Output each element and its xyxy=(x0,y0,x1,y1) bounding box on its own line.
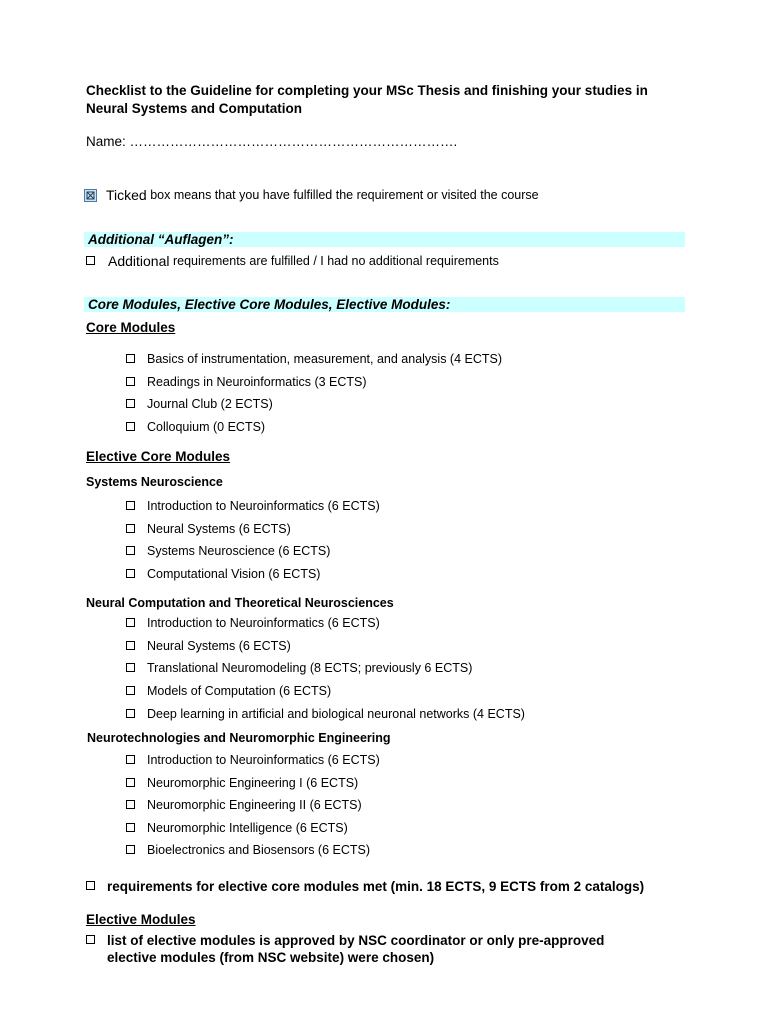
name-field[interactable]: Name: ………………………………………………………………. xyxy=(86,134,458,149)
elective-core-heading: Elective Core Modules xyxy=(86,449,231,464)
list-item[interactable]: Bioelectronics and Biosensors (6 ECTS) xyxy=(126,842,370,858)
list-item[interactable]: Colloquium (0 ECTS) xyxy=(126,419,265,435)
catalog-title: Neural Computation and Theoretical Neurosciences xyxy=(86,596,394,610)
checkbox[interactable] xyxy=(126,800,135,809)
checkbox[interactable] xyxy=(126,399,135,408)
legend xyxy=(84,187,539,203)
checkbox[interactable] xyxy=(126,501,135,510)
checkbox[interactable] xyxy=(86,256,95,265)
checkbox[interactable] xyxy=(126,663,135,672)
document-title: Checklist to the Guideline for completing your MSc Thesis and finishing your studies in Neural Systems and Computation xyxy=(86,83,648,116)
auflagen-header: Additional “Auflagen”: xyxy=(88,232,234,247)
catalog-title: Systems Neuroscience xyxy=(86,475,223,489)
core-modules-heading: Core Modules xyxy=(86,320,176,335)
list-item[interactable]: Introduction to Neuroinformatics (6 ECTS) xyxy=(126,498,380,514)
list-item[interactable]: Neuromorphic Engineering I (6 ECTS) xyxy=(126,775,358,791)
elective-core-requirement[interactable]: requirements for elective core modules met (min. 18 ECTS, 9 ECTS from 2 catalogs) xyxy=(86,878,644,895)
checkbox[interactable] xyxy=(126,524,135,533)
checkbox[interactable] xyxy=(126,823,135,832)
list-item[interactable]: Introduction to Neuroinformatics (6 ECTS) xyxy=(126,615,380,631)
list-item[interactable]: Neural Systems (6 ECTS) xyxy=(126,638,291,654)
list-item[interactable]: Neuromorphic Intelligence (6 ECTS) xyxy=(126,820,348,836)
elective-requirement-text: list of elective modules is approved by NSC coordinator or only pre-approved elective modules (from NSC website) were chosen) xyxy=(107,933,605,965)
legend-first-word: Ticked xyxy=(106,187,147,203)
list-item[interactable]: Systems Neuroscience (6 ECTS) xyxy=(126,543,330,559)
list-item[interactable]: Models of Computation (6 ECTS) xyxy=(126,683,331,699)
list-item[interactable]: Computational Vision (6 ECTS) xyxy=(126,566,320,582)
legend-text: box means that you have fulfilled the requirement or visited the course xyxy=(146,188,539,202)
checkbox[interactable] xyxy=(126,354,135,363)
elective-requirement[interactable] xyxy=(86,932,604,966)
checkbox[interactable] xyxy=(126,569,135,578)
list-item[interactable]: Translational Neuromodeling (8 ECTS; previously 6 ECTS) xyxy=(126,660,472,676)
modules-header: Core Modules, Elective Core Modules, Elective Modules: xyxy=(88,297,451,312)
elective-modules-heading: Elective Modules xyxy=(86,912,196,927)
list-item[interactable]: Deep learning in artificial and biological neuronal networks (4 ECTS) xyxy=(126,706,525,722)
list-item[interactable]: Introduction to Neuroinformatics (6 ECTS) xyxy=(126,752,380,768)
checkbox[interactable] xyxy=(86,935,95,944)
checkbox[interactable] xyxy=(126,686,135,695)
checkbox[interactable] xyxy=(126,845,135,854)
list-item[interactable]: Readings in Neuroinformatics (3 ECTS) xyxy=(126,374,367,390)
checkbox[interactable] xyxy=(126,422,135,431)
catalog-title: Neurotechnologies and Neuromorphic Engineering xyxy=(87,731,391,745)
list-item[interactable]: Neural Systems (6 ECTS) xyxy=(126,521,291,537)
checkbox[interactable] xyxy=(126,778,135,787)
checkbox[interactable] xyxy=(126,709,135,718)
checked-box-icon xyxy=(84,189,97,202)
list-item[interactable]: Basics of instrumentation, measurement, and analysis (4 ECTS) xyxy=(126,351,502,367)
checkbox[interactable] xyxy=(126,377,135,386)
list-item[interactable]: Neuromorphic Engineering II (6 ECTS) xyxy=(126,797,362,813)
checkbox[interactable] xyxy=(126,755,135,764)
checkbox[interactable] xyxy=(86,881,95,890)
checkbox[interactable] xyxy=(126,641,135,650)
list-item[interactable]: Journal Club (2 ECTS) xyxy=(126,396,273,412)
checkbox[interactable] xyxy=(126,618,135,627)
auflagen-item[interactable]: Additional requirements are fulfilled / I had no additional requirements xyxy=(86,253,499,269)
checkbox[interactable] xyxy=(126,546,135,555)
